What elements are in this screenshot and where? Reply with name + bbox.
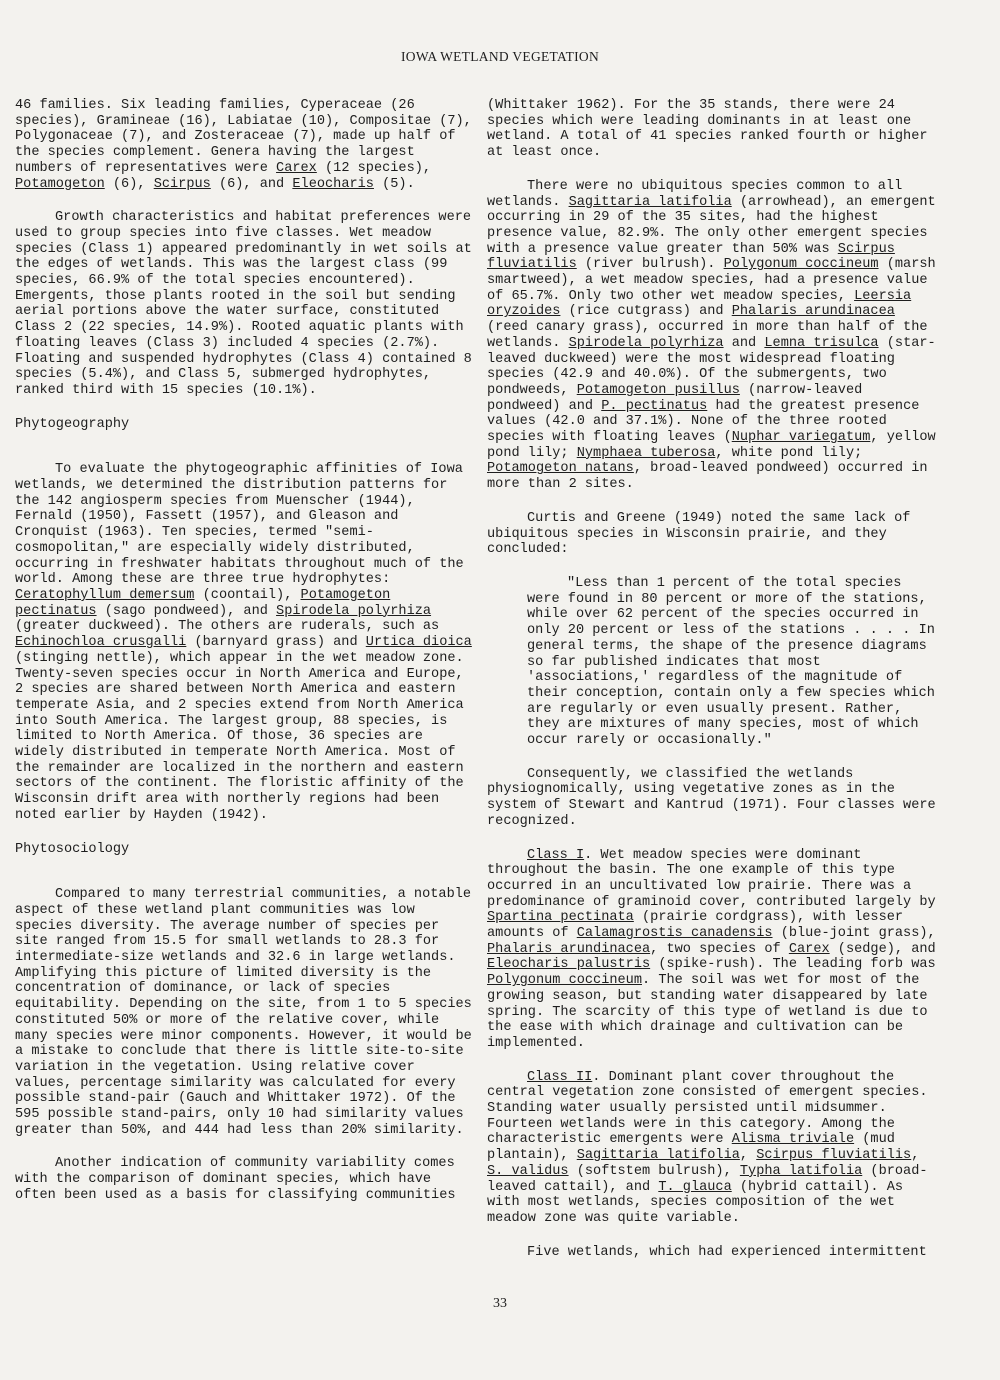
text-run: . Dominant plant cover throughout the central vegetation zone consisted of emergent species. Standing water usually persisted until midsummer. Fourteen wetlands were in this category. Among the characteristic emergents were [487,1069,928,1148]
underlined-term: Spartina pectinata [487,910,634,926]
text-run: , white pond lily; [715,445,863,461]
underlined-term: Typha latifolia [739,1163,863,1179]
text-run: (greater duckweed). The others are ruderals, such as [15,619,440,635]
underlined-term: Eleocharis palustris [487,957,651,973]
text-run: (softstem bulrush), [568,1163,740,1179]
text-run: , two species of [650,941,789,957]
underlined-term: Ceratophyllum demersum [15,587,195,603]
text-run: (sago pondweed), and [96,603,277,619]
left-column [15,98,475,1222]
underlined-term: Lemna trisulca [764,335,879,351]
text-run: (mud plantain), [487,1132,895,1164]
underlined-term: Urtica dioica [365,635,472,651]
underlined-term: Nuphar variegatum [731,430,871,446]
underlined-term: P. pectinatus [601,398,708,414]
text-run: (arrowhead), an emergent occurring in 29 of the 35 sites, had the highest presence value, 82.9%. The only other emergent species with a presence value greater than 50% was [487,194,936,257]
underlined-term: Phalaris arundinacea [731,304,895,320]
text-run: (star-leaved duckweed) were the most widespread floating species (42.9 and 40.0%). Of the submergents, two pondweeds, [487,335,936,398]
text-run: (5). [373,176,415,192]
paragraph [15,462,475,823]
text-run: (rice cutgrass) and [560,304,732,320]
underlined-term: Spirodela polyrhiza [276,603,432,619]
text-run: (sedge), and [829,941,936,957]
section-heading: Phytogeography [15,416,130,432]
text-run: , [911,1148,920,1164]
underlined-term: Phalaris arundinacea [487,941,651,957]
text-run: (blue-joint grass), [772,926,936,942]
underlined-term: Carex [788,941,830,957]
text-run: (6), [104,176,154,192]
underlined-term: Potamogeton pectinatus [15,587,391,619]
underlined-term: Potamogeton pusillus [576,382,740,398]
underlined-term: Potamogeton natans [487,461,634,477]
underlined-term: Polygonum coccineum [723,257,879,273]
text-run: (spike-rush). The leading forb was [650,957,936,973]
underlined-term: Class I [527,847,585,863]
running-header: IOWA WETLAND VEGETATION [400,49,600,64]
paragraph: Growth characteristics and habitat preferences were used to group species into five classes. Wet meadow species (Class 1) appeared predominantly in wet soils at the edges of wetlands. This was the largest class (99 species, 66.9% of the total species encountered). Emergents, those plants rooted in the soil but sending aerial portions above the water surface, constituted Class 2 (22 species, 14.9%). Rooted aquatic plants with floating leaves (Class 3) included 4 species (2.7%). Floating and suspended hydrophytes (Class 4) contained 8 species (5.4%), and Class 5, submerged hydrophytes, ranked third with 15 species (10.1%). [15,210,472,398]
text-run: (marsh smartweed), a wet meadow species, had a presence value of 65.7%. Only two other wet meadow species, [487,257,936,304]
text-run: (12 species), [316,160,432,176]
text-run: (coontail), [194,587,301,603]
underlined-term: Sagittaria latifolia [576,1148,740,1164]
text-run: , [739,1148,757,1164]
paragraph: Compared to many terrestrial communities, a notable aspect of these wetland plant communities was low species diversity. The average number of species per site ranged from 15.5 for small wetlands to 28.3 for intermediate-size wetlands and 32.6 in large wetlands. Amplifying this picture of limited diversity is the concentration of dominance, or lack of species equitability. Depending on the site, from 1 to 5 species constituted 50% or more of the relative cover, while many species were minor components. However, it would be a mistake to conclude that there is little site-to-site variation in the vegetation. Using relative cover values, percentage similarity was calculated for every possible stand-pair (Gauch and Whittaker 1972). Of the 595 possible stand-pairs, only 10 had similarity values greater than 50%, and 444 had less than 20% similarity. [15,887,472,1138]
paragraph [15,98,475,192]
underlined-term: Scirpus [153,176,211,192]
text-run: , yellow pond lily; [487,430,936,461]
underlined-term: Alisma triviale [731,1132,855,1148]
paragraph: Five wetlands, which had experienced intermittent [527,1244,927,1260]
underlined-term: Potamogeton [15,176,105,192]
text-run: (broad-leaved cattail), and [487,1163,928,1195]
underlined-term: Calamagrostis canadensis [576,926,773,942]
paragraph: Another indication of community variability comes with the comparison of dominant species, which have often been used as a basis for classifying communities [15,1156,456,1203]
text-run: There were no ubiquitous species common to all wetlands. [487,178,903,210]
underlined-term: Nymphaea tuberosa [576,445,716,461]
paragraph [487,848,939,1052]
page-number: 33 [493,1296,507,1311]
text-run: (narrow-leaved pondweed) and [487,382,863,414]
text-run: (prairie cordgrass), with lesser amounts of [487,910,904,942]
underlined-term: Polygonum coccineum [487,973,642,989]
text-run: (barnyard grass) and [186,635,366,651]
text-run: . Wet meadow species were dominant throughout the basin. The one example of this type occurred in an uncultivated low prairie. There was a predominance of graminoid cover, contributed largely by [487,847,936,910]
underlined-term: Scirpus fluviatilis [756,1148,912,1164]
text-run: (hybrid cattail). As with most wetlands, species composition of the wet meadow zone was quite variable. [487,1179,904,1226]
underlined-term: T. glauca [658,1179,732,1195]
paragraph: Curtis and Greene (1949) noted the same lack of ubiquitous species in Wisconsin prairie, and they concluded: [487,510,911,558]
section-heading: Phytosociology [15,841,130,857]
text-run: and [723,335,765,351]
text-run: (stinging nettle), which appear in the wet meadow zone. Twenty-seven species occur in North America and Europe, 2 species are shared between North America and eastern temperate Asia, and 2 species extend from North America into South America. The largest group, 88 species, is limited to North America. Of those, 36 species are widely distributed in temperate North America. Most of the remainder are localized in the northern and eastern sectors of the continent. The floristic affinity of the Wisconsin drift area with northerly regions had been noted earlier by Hayden (1942). [15,650,464,823]
text-run: , broad-leaved pondweed) occurred in more than 2 sites. [487,461,928,493]
text-run: . The soil was wet for most of the growing season, but standing water disappeared by late spring. The scarcity of this type of wetland is due to the ease with which drainage and cultivation can be implemented. [487,973,928,1051]
underlined-term: Carex [276,160,317,176]
text-run: To evaluate the phytogeographic affinities of Iowa wetlands, we determined the distribution patterns for the 142 angiosperm species from Muenscher (1944), Fernald (1950), Fassett (1957), and Gleason and Cronquist (1963). Ten species, termed "semi-cosmopolitan," are especially widely distributed, occurring in freshwater habitats throughout much of the world. Among these are three true hydrophytes: [15,462,464,588]
paragraph [487,179,939,493]
underlined-term: Sagittaria latifolia [568,194,732,210]
paragraph [487,1070,939,1227]
paragraph: (Whittaker 1962). For the 35 stands, there were 24 species which were leading dominants in at least one wetland. A total of 41 species ranked fourth or higher at least once. [487,98,928,161]
underlined-term: Eleocharis [292,176,374,192]
underlined-term: Class II [527,1069,593,1085]
underlined-term: Leersia oryzoides [487,288,912,320]
text-run: 46 families. Six leading families, Cyperaceae (26 species), Gramineae (16), Labiatae (10), Compositae (7), Polygonaceae (7), and Zosteraceae (7), made up half of the species complement. Genera having the largest numbers of representatives were [15,98,472,176]
underlined-term: Echinochloa crusgalli [15,635,187,651]
text-run: had the greatest presence values (42.0 and 37.1%). None of the three rooted species with floating leaves ( [487,398,920,446]
block-quote [527,576,939,749]
underlined-term: S. validus [487,1163,569,1179]
right-column [487,98,939,1278]
quote-text: "Less than 1 percent of the total species were found in 80 percent or more of the stations, while over 62 percent of the species occurred in only 20 percent or less of the stations . . . . In general terms, the shape of the presence diagrams so far published indicates that most 'associations,' regardless of the magnitude of their conception, contain only a few species which are regularly or even usually present. Rather, they are mixtures of many species, most of which occur rarely or occasionally." [527,575,935,749]
underlined-term: Spirodela polyrhiza [568,335,724,351]
text-run: (river bulrush). [576,257,724,273]
underlined-term: Scirpus fluviatilis [487,241,895,273]
paragraph: Consequently, we classified the wetlands physiognomically, using vegetative zones as in the system of Stewart and Kantrud (1971). Four classes were recognized. [487,766,936,829]
text-run: (reed canary grass), occurred in more than half of the wetlands. [487,320,928,351]
text-run: (6), and [210,176,293,192]
